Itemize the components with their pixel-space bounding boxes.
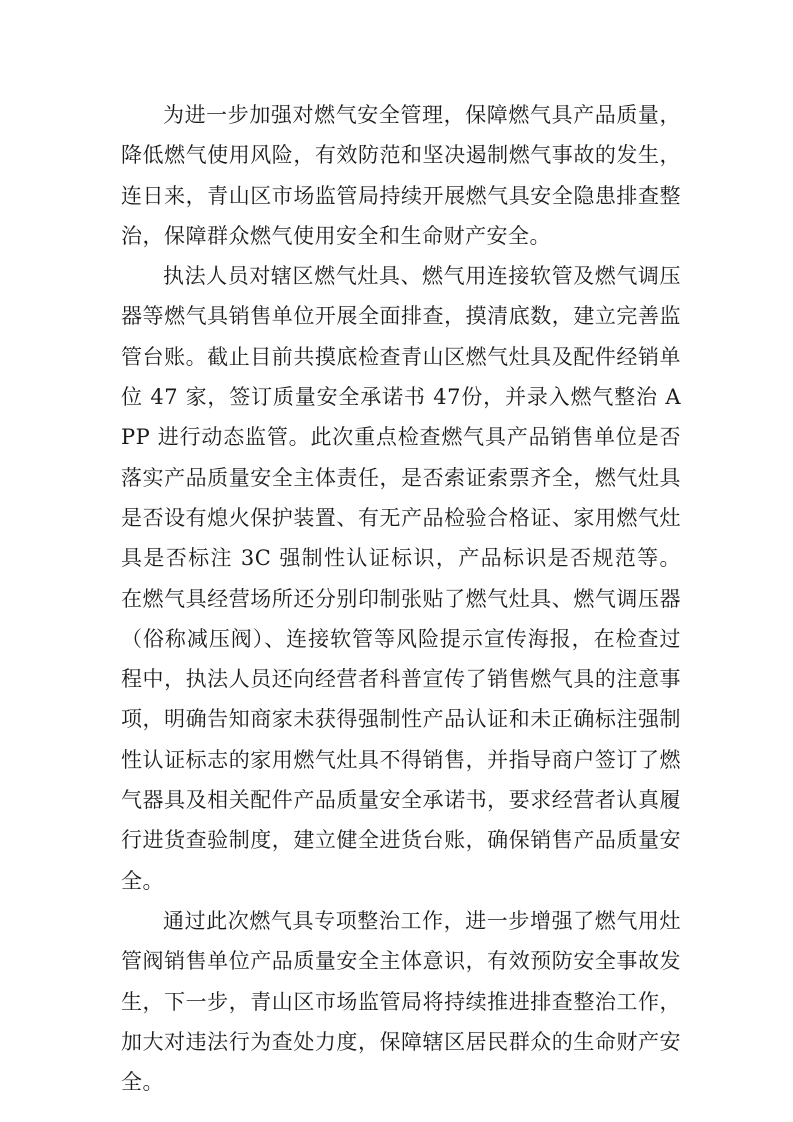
paragraph-conclusion: 通过此次燃气具专项整治工作，进一步增强了燃气用灶管阀销售单位产品质量安全主体意识，有效预防安全事故发生，下一步，青山区市场监管局将持续推进排查整治工作，加大对违法行为查处力度，保障辖区居民群众的生命财产安全。 bbox=[121, 908, 681, 1095]
document-body bbox=[121, 95, 681, 1102]
paragraph-intro: 为进一步加强对燃气安全管理，保障燃气具产品质量，降低燃气使用风险，有效防范和坚决遏制燃气事故的发生，连日来，青山区市场监管局持续开展燃气具安全隐患排查整治，保障群众燃气使用安全和生命财产安全。 bbox=[121, 103, 681, 248]
paragraph-inspection-details: 执法人员对辖区燃气灶具、燃气用连接软管及燃气调压器等燃气具销售单位开展全面排查，摸清底数，建立完善监管台账。截止目前共摸底检查青山区燃气灶具及配件经销单位 47 家，签订质量安全承诺书 47份，并录入燃气整治 APP 进行动态监管。此次重点检查燃气具产品销售单位是否落实产品质量安全主体责任，是否索证索票齐全，燃气灶具是否设有熄火保护装置、有无产品检验合格证、家用燃气灶具是否标注 3C 强制性认证标识，产品标识是否规范等。在燃气具经营场所还分别印制张贴了燃气灶具、燃气调压器（俗称减压阀）、连接软管等风险提示宣传海报，在检查过程中，执法人员还向经营者科普宣传了销售燃气具的注意事项，明确告知商家未获得强制性产品认证和未正确标注强制性认证标志的家用燃气灶具不得销售，并指导商户签订了燃气器具及相关配件产品质量安全承诺书，要求经营者认真履行进货查验制度，建立健全进货台账，确保销售产品质量安全。 bbox=[121, 264, 681, 893]
